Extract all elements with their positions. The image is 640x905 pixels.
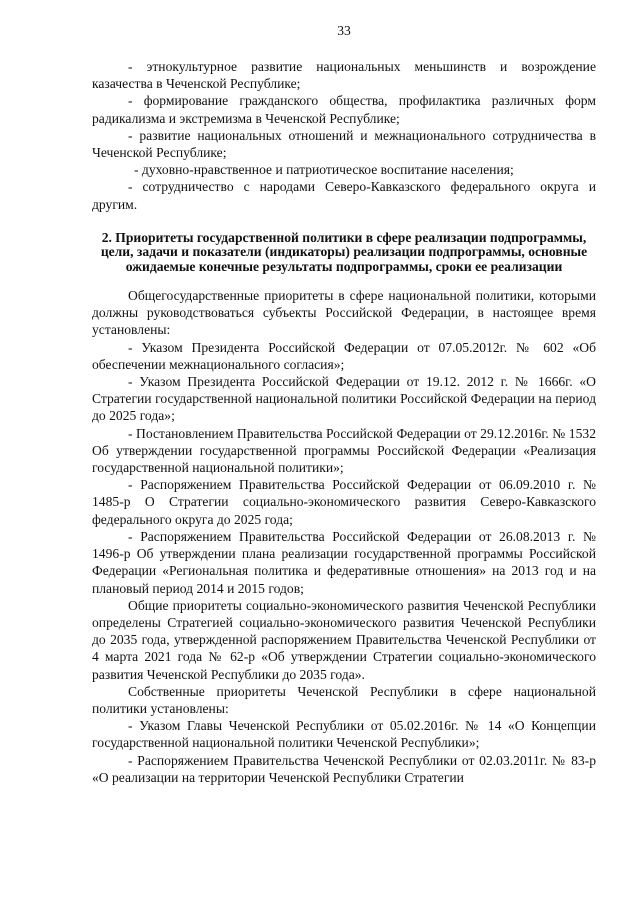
list-item: - развитие национальных отношений и межнационального сотрудничества в Чеченской Республике; [92,127,596,161]
list-item: - сотрудничество с народами Северо-Кавказского федерального округа и другим. [92,179,596,212]
general-priorities-paragraph: Общие приоритеты социально-экономического развития Чеченской Республики определены Стратегией социально-экономического развития Чеченской Республики до 2035 года, утвержденной распоряжением Правительства Чеченской Республики от 4 марта 2021 года № 62-р «Об утверждении Стратегии социально-экономического развития Чеченской Республики до 2035 года». [92,597,596,682]
page-number: 33 [337,23,351,38]
list-item: - Распоряжением Правительства Российской Федерации от 26.08.2013 г. № 1496-р Об утверждении плана реализации государственной программы Российской Федерации «Региональная политика и федеративные отношения» на 2013 год и на плановый период 2014 и 2015 годов; [92,528,596,596]
own-priorities-paragraph: Собственные приоритеты Чеченской Республики в сфере национальной политики установлены: [92,683,596,716]
document-body [92,58,596,786]
list-item: - формирование гражданского общества, профилактика различных форм радикализма и экстремизма в Чеченской Республике; [92,93,596,126]
section-heading: 2. Приоритеты государственной политики в сфере реализации подпрограммы, цели, задачи и показатели (индикаторы) реализации подпрограммы, основные ожидаемые конечные результаты подпрограммы, сроки ее реализации [100,229,588,274]
list-item: - духовно-нравственное и патриотическое воспитание населения; [134,162,514,178]
list-item: - Распоряжением Правительства Чеченской Республики от 02.03.2011г. № 83-р «О реализации на территории Чеченской Республики Стратегии [92,752,596,785]
list-item: - Указом Президента Российской Федерации от 19.12. 2012 г. № 1666г. «О Стратегии государственной национальной политики Российской Федерации на период до 2025 года»; [92,374,596,424]
list-item: - Указом Президента Российской Федерации от 07.05.2012г. № 602 «Об обеспечении межнационального согласия»; [92,339,596,372]
intro-paragraph: Общегосударственные приоритеты в сфере национальной политики, которыми должны руководствоваться субъекты Российской Федерации, в настоящее время установлены: [92,288,596,338]
list-item: - Распоряжением Правительства Российской Федерации от 06.09.2010 г. № 1485-р О Стратегии социально-экономического развития Северо-Кавказского федерального округа до 2025 года; [92,477,596,527]
list-item: - Постановлением Правительства Российской Федерации от 29.12.2016г. № 1532 Об утверждении государственной программы Российской Федерации «Реализация государственной национальной политики»; [92,425,596,476]
list-item: - этнокультурное развитие национальных меньшинств и возрождение казачества в Чеченской Республике; [92,59,596,92]
list-item: - Указом Главы Чеченской Республики от 05.02.2016г. № 14 «О Концепции государственной национальной политики Чеченской Республики»; [92,718,596,751]
